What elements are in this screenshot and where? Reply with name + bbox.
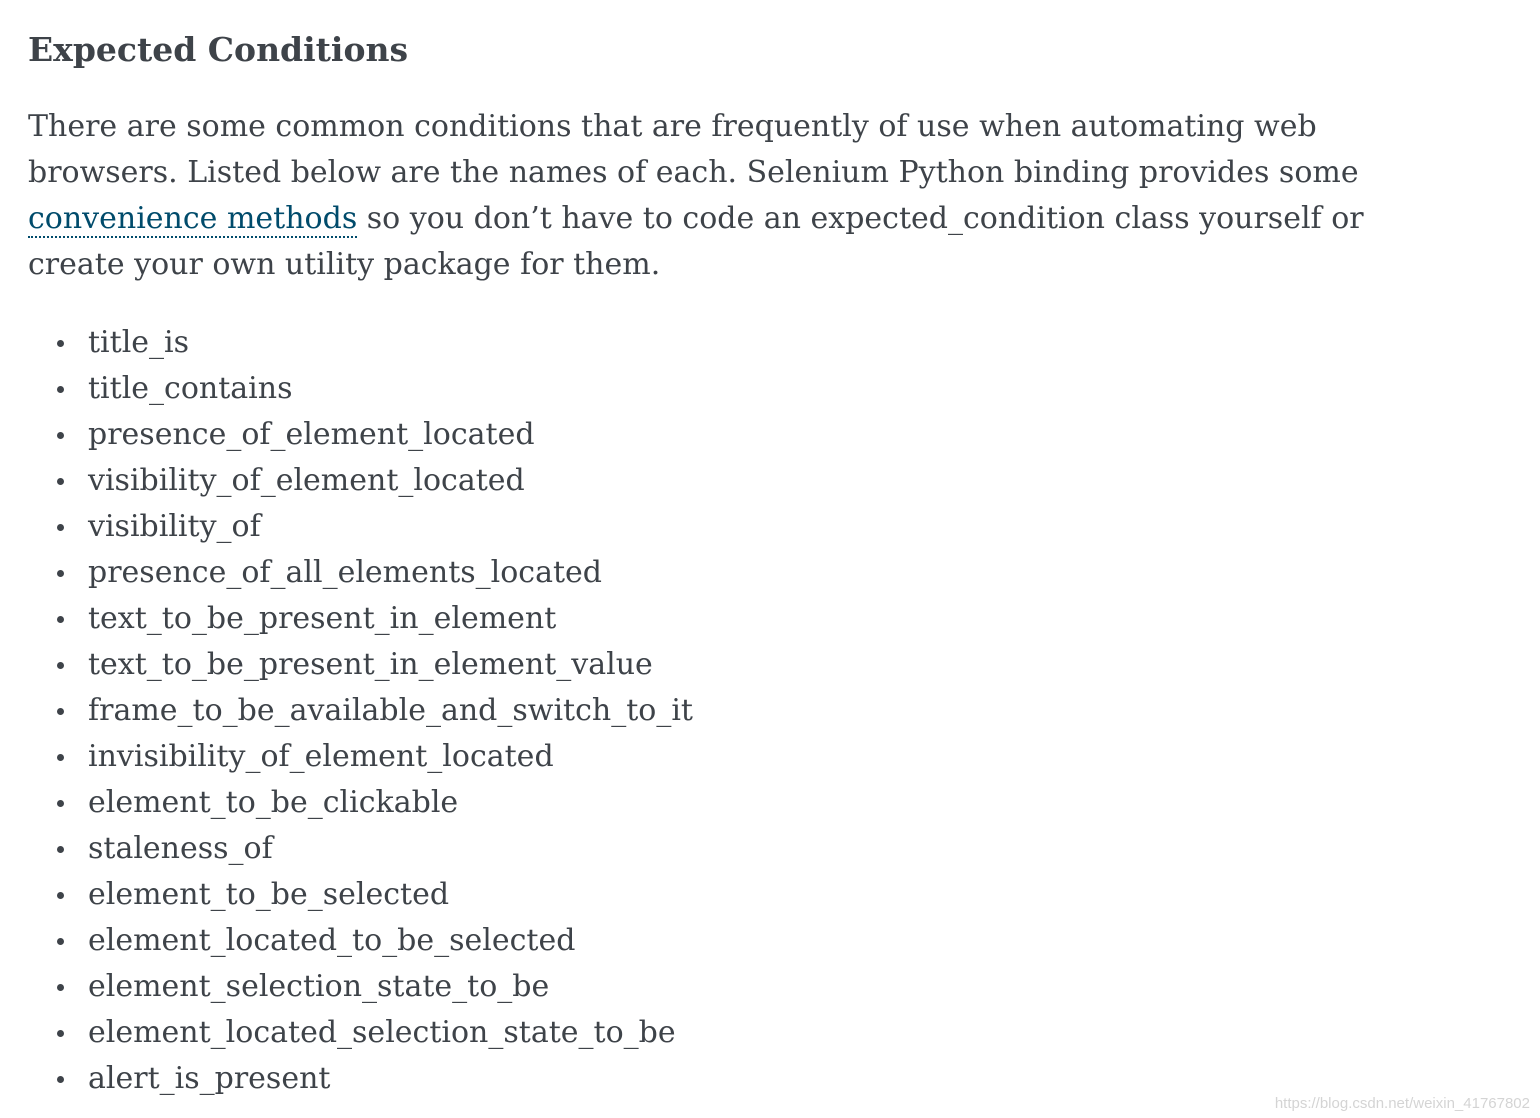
bullet-icon [57, 1030, 64, 1037]
bullet-icon [57, 478, 64, 485]
condition-name: text_to_be_present_in_element [88, 601, 557, 636]
bullet-icon [57, 892, 64, 899]
watermark: https://blog.csdn.net/weixin_41767802 [1274, 1095, 1530, 1112]
condition-name: element_to_be_selected [88, 877, 450, 912]
condition-name: element_selection_state_to_be [88, 969, 550, 1004]
list-item [88, 596, 1468, 642]
bullet-icon [57, 846, 64, 853]
condition-name: element_located_selection_state_to_be [88, 1015, 676, 1050]
condition-name: staleness_of [88, 831, 273, 866]
bullet-icon [57, 340, 64, 347]
condition-name: visibility_of_element_located [88, 463, 525, 498]
condition-name: frame_to_be_available_and_switch_to_it [88, 693, 693, 728]
bullet-icon [57, 432, 64, 439]
bullet-icon [57, 570, 64, 577]
list-item [88, 1056, 1468, 1102]
condition-name: element_located_to_be_selected [88, 923, 576, 958]
bullet-icon [57, 938, 64, 945]
condition-name: presence_of_element_located [88, 417, 535, 452]
expected-conditions-section [28, 26, 1468, 1102]
list-item [88, 826, 1468, 872]
list-item [88, 918, 1468, 964]
conditions-list [28, 320, 1468, 1102]
list-item [88, 366, 1468, 412]
condition-name: invisibility_of_element_located [88, 739, 554, 774]
bullet-icon [57, 708, 64, 715]
list-item [88, 780, 1468, 826]
section-title: Expected Conditions [28, 30, 409, 69]
list-item [88, 642, 1468, 688]
list-item [88, 1010, 1468, 1056]
list-item [88, 872, 1468, 918]
intro-text-after-link: so you don’t have to code an expected_condition class yourself or create your own utility package for them. [28, 201, 1364, 282]
convenience-methods-link[interactable]: convenience methods [28, 201, 358, 236]
bullet-icon [57, 1076, 64, 1083]
bullet-icon [57, 616, 64, 623]
list-item [88, 320, 1468, 366]
list-item [88, 504, 1468, 550]
condition-name: title_is [88, 325, 190, 360]
bullet-icon [57, 754, 64, 761]
bullet-icon [57, 662, 64, 669]
bullet-icon [57, 800, 64, 807]
condition-name: element_to_be_clickable [88, 785, 459, 820]
list-item [88, 550, 1468, 596]
list-item [88, 734, 1468, 780]
bullet-icon [57, 524, 64, 531]
list-item [88, 412, 1468, 458]
list-item [88, 964, 1468, 1010]
intro-paragraph [28, 104, 1368, 288]
list-item [88, 458, 1468, 504]
condition-name: presence_of_all_elements_located [88, 555, 602, 590]
list-item [88, 688, 1468, 734]
condition-name: title_contains [88, 371, 293, 406]
bullet-icon [57, 386, 64, 393]
condition-name: visibility_of [88, 509, 261, 544]
bullet-icon [57, 984, 64, 991]
condition-name: alert_is_present [88, 1061, 331, 1096]
intro-text-before-link: There are some common conditions that are frequently of use when automating web browsers. Listed below are the names of each. Selenium Python binding provides some [28, 109, 1359, 190]
condition-name: text_to_be_present_in_element_value [88, 647, 653, 682]
